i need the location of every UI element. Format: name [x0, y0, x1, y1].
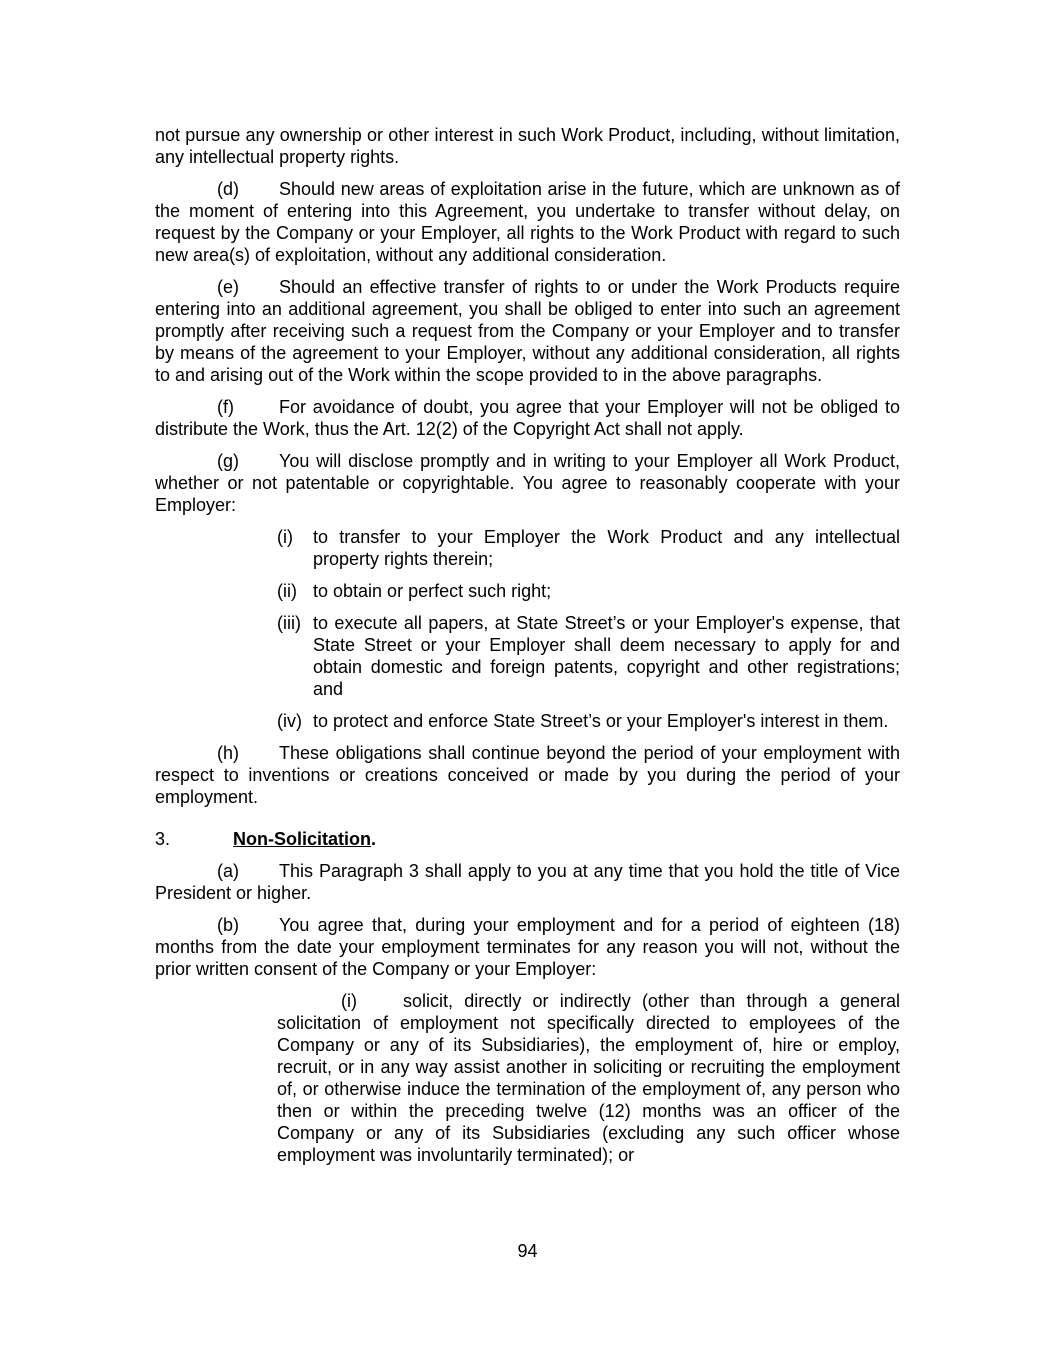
list-item-text: to obtain or perfect such right;	[313, 581, 552, 601]
page-number: 94	[517, 1241, 538, 1261]
section-number: 3.	[155, 829, 171, 849]
paragraph-text: For avoidance of doubt, you agree that your Employer will not be obliged to distribute the Work, thus the Art. 12(2) of the Copyright Act shall not apply.	[155, 397, 900, 439]
paragraph-continuation	[155, 124, 900, 168]
paragraph-3a	[155, 860, 900, 904]
list-item-text: to transfer to your Employer the Work Product and any intellectual property rights therein;	[313, 527, 900, 569]
cooperation-list	[277, 526, 900, 732]
paragraph-text: not pursue any ownership or other interest in such Work Product, including, without limitation, any intellectual property rights.	[155, 125, 900, 167]
list-item	[277, 526, 900, 570]
paragraph-text: solicit, directly or indirectly (other than through a general solicitation of employment not specifically directed to employees of the Company or any of its Subsidiaries), the employment of, hire or employ, recruit, or in any way assist another in soliciting or recruiting the employment of, or otherwise induce the termination of the employment of, any person who then or within the preceding twelve (12) months was an officer of the Company or any of its Subsidiaries (excluding any such officer whose employment was involuntarily terminated); or	[277, 991, 900, 1165]
paragraph-label: (i)	[341, 991, 357, 1011]
paragraph-3b	[155, 914, 900, 980]
paragraph-label: (b)	[217, 915, 239, 935]
list-item	[277, 710, 900, 732]
paragraph-label: (h)	[217, 743, 239, 763]
section-title-period: .	[371, 829, 377, 849]
list-item-text: to protect and enforce State Street’s or your Employer's interest in them.	[313, 711, 889, 731]
paragraph-label: (f)	[217, 397, 234, 417]
paragraph-label: (d)	[217, 179, 239, 199]
list-item-number: (iii)	[277, 613, 301, 633]
paragraph-label: (e)	[217, 277, 239, 297]
section-heading	[155, 828, 900, 850]
document-body	[155, 124, 900, 1176]
paragraph-f	[155, 396, 900, 440]
list-item-number: (i)	[277, 527, 293, 547]
paragraph-text: Should an effective transfer of rights to or under the Work Products require entering into an additional agreement, you shall be obliged to enter into such an agreement promptly after receiving such a request from the Company or your Employer and to transfer by means of the agreement to your Employer, without any additional consideration, all rights to and arising out of the Work within the scope provided to in the above paragraphs.	[155, 277, 900, 385]
paragraph-text: Should new areas of exploitation arise in the future, which are unknown as of the moment of entering into this Agreement, you undertake to transfer without delay, on request by the Company or your Employer, all rights to the Work Product with regard to such new area(s) of exploitation, without any additional consideration.	[155, 179, 900, 265]
list-item-number: (ii)	[277, 581, 297, 601]
list-item	[277, 612, 900, 700]
list-item-number: (iv)	[277, 711, 302, 731]
section-title: Non-Solicitation	[233, 829, 371, 849]
paragraph-e	[155, 276, 900, 386]
list-item	[277, 580, 900, 602]
paragraph-g	[155, 450, 900, 516]
paragraph-label: (a)	[217, 861, 239, 881]
paragraph-3b-i	[277, 990, 900, 1166]
paragraph-text: You will disclose promptly and in writing to your Employer all Work Product, whether or not patentable or copyrightable. You agree to reasonably cooperate with your Employer:	[155, 451, 900, 515]
paragraph-d	[155, 178, 900, 266]
paragraph-label: (g)	[217, 451, 239, 471]
paragraph-text: This Paragraph 3 shall apply to you at any time that you hold the title of Vice President or higher.	[155, 861, 900, 903]
paragraph-text: You agree that, during your employment and for a period of eighteen (18) months from the date your employment terminates for any reason you will not, without the prior written consent of the Company or your Employer:	[155, 915, 900, 979]
paragraph-text: These obligations shall continue beyond the period of your employment with respect to inventions or creations conceived or made by you during the period of your employment.	[155, 743, 900, 807]
paragraph-h	[155, 742, 900, 808]
list-item-text: to execute all papers, at State Street’s or your Employer's expense, that State Street or your Employer shall deem necessary to apply for and obtain domestic and foreign patents, copyright and other registrations; and	[313, 613, 900, 699]
